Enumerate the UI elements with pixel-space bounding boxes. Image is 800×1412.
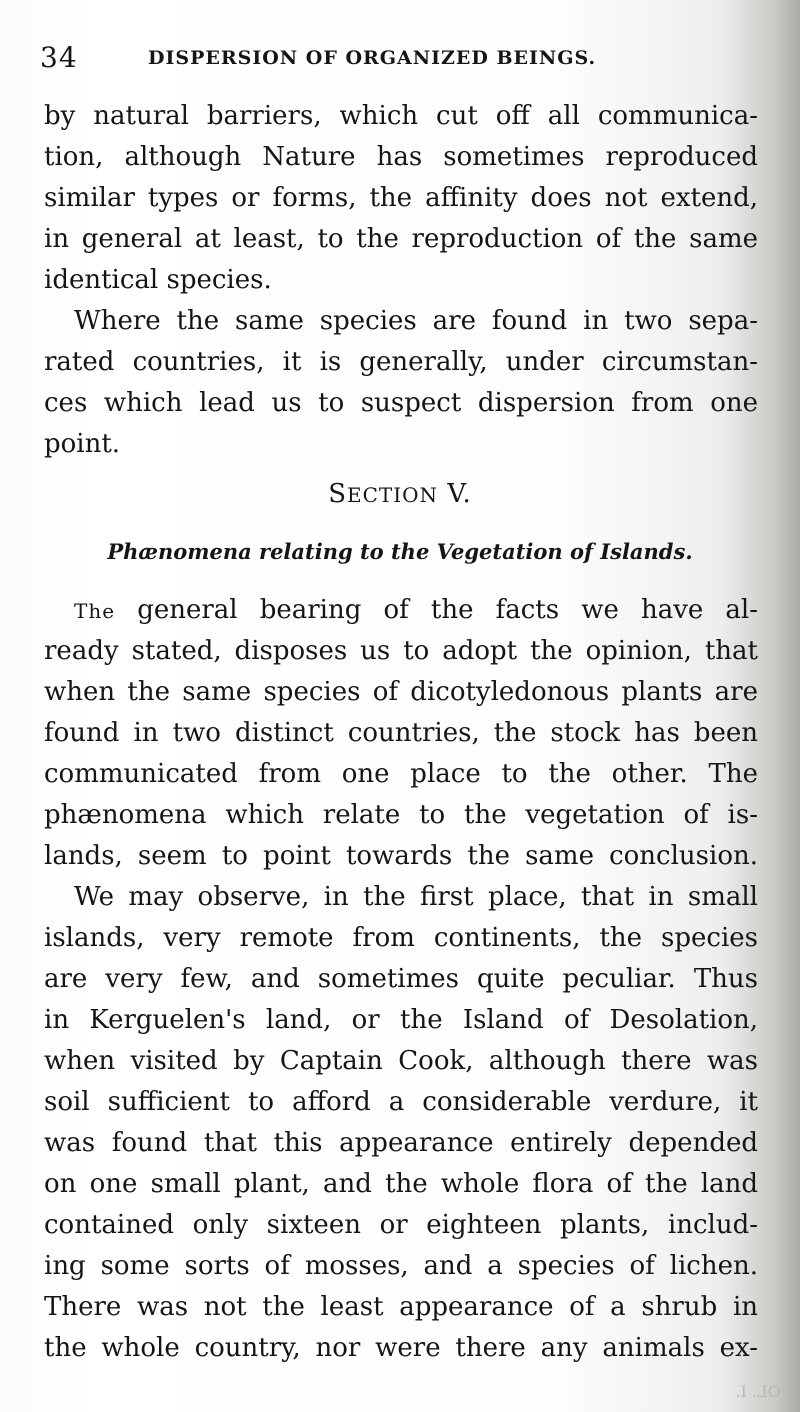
- page-number: 34: [40, 41, 78, 74]
- text-line: ces which lead us to suspect dispersion from one: [44, 388, 758, 418]
- text-line: phænomena which relate to the vegetation of is-: [44, 800, 758, 830]
- section-heading: [0, 474, 800, 514]
- section-label-initial: S: [328, 479, 347, 509]
- text-line: on one small plant, and the whole flora of the land: [44, 1169, 758, 1199]
- text-line: when the same species of dicotyledonous plants are: [44, 677, 758, 707]
- text-line: tion, although Nature has sometimes reproduced: [44, 142, 758, 172]
- text-line: lands, seem to point towards the same conclusion.: [44, 841, 758, 871]
- section-numeral: V.: [447, 479, 472, 509]
- dropcap-word: The: [74, 599, 116, 623]
- text-line: found in two distinct countries, the stock has been: [44, 718, 758, 748]
- text-line: by natural barriers, which cut off all communica-: [44, 101, 758, 131]
- text-line: soil sufficient to afford a considerable verdure, it: [44, 1087, 758, 1117]
- text-line: ready stated, disposes us to adopt the opinion, that: [44, 636, 758, 666]
- text-line: identical species.: [44, 265, 272, 295]
- text-line: in general at least, to the reproduction of the same: [44, 224, 758, 254]
- text-line: islands, very remote from continents, the species: [44, 923, 758, 953]
- section-subtitle: Phænomena relating to the Vegetation of Islands.: [107, 539, 693, 564]
- running-head: [40, 40, 780, 76]
- running-title: DISPERSION OF ORGANIZED BEINGS.: [148, 47, 597, 69]
- text-line: contained only sixteen or eighteen plants, includ-: [44, 1210, 758, 1240]
- text-line: Where the same species are found in two sepa-: [74, 306, 758, 336]
- text-line: in Kerguelen's land, or the Island of Desolation,: [44, 1005, 758, 1035]
- text-line-body: general bearing of the facts we have al-: [137, 595, 758, 625]
- text-line: communicated from one place to the other. The: [44, 759, 758, 789]
- text-line: point.: [44, 429, 121, 459]
- text-line: are very few, and sometimes quite peculiar. Thus: [44, 964, 758, 994]
- text-line: similar types or forms, the affinity does not extend,: [44, 183, 758, 213]
- bleed-through-text: VOL. I.: [735, 1382, 792, 1401]
- text-line: when visited by Captain Cook, although there was: [44, 1046, 758, 1076]
- section-label-rest: ECTION: [347, 483, 439, 507]
- text-line: ing some sorts of mosses, and a species of lichen.: [44, 1251, 758, 1281]
- text-line: [74, 590, 758, 630]
- text-line: There was not the least appearance of a shrub in: [44, 1292, 758, 1322]
- text-line: We may observe, in the first place, that in small: [74, 882, 758, 912]
- text-line: was found that this appearance entirely depended: [44, 1128, 758, 1158]
- text-line: rated countries, it is generally, under circumstan-: [44, 347, 758, 377]
- text-line: the whole country, nor were there any animals ex-: [44, 1333, 758, 1363]
